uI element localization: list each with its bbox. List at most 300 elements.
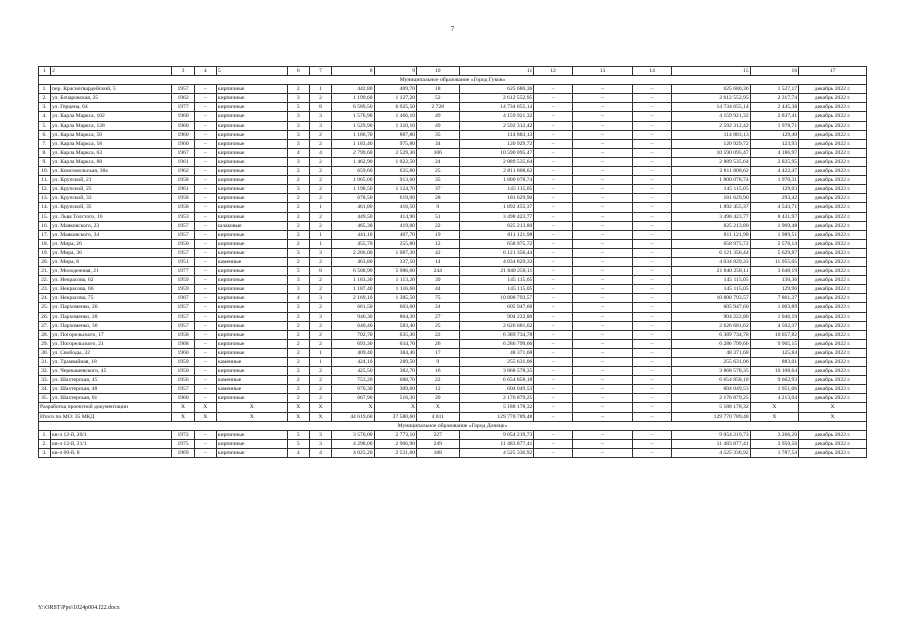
table-cell: 2 889 535,64 — [671, 157, 750, 166]
table-cell: 2 — [287, 167, 309, 176]
table-cell: 3 — [287, 112, 309, 121]
table-cell: 5 986,60 — [374, 267, 416, 276]
table-cell: 4 298,00 — [332, 439, 374, 448]
table-cell: 255 631,06 — [459, 358, 534, 367]
table-cell: – — [534, 403, 572, 412]
table-cell: – — [572, 121, 633, 130]
table-cell: 2 — [309, 212, 331, 221]
table-cell: кирпичные — [216, 294, 287, 303]
page-number: 7 — [450, 25, 455, 33]
table-cell: ул. Некрасова, 66 — [51, 285, 172, 294]
table-cell: кирпичные — [216, 139, 287, 148]
table-cell: 825 213,80 — [671, 221, 750, 230]
table-cell: – — [194, 167, 216, 176]
table-cell: – — [633, 221, 671, 230]
table-cell: 2 — [287, 239, 309, 248]
table-cell: 6 654 858,18 — [671, 376, 750, 385]
table-cell: 3 — [287, 130, 309, 139]
table-cell: 2 — [287, 376, 309, 385]
table-cell: 44 — [417, 285, 459, 294]
table-cell: 35 — [417, 176, 459, 185]
table-cell: кв-л 60-й, 8 — [51, 448, 172, 457]
section-row — [39, 76, 867, 85]
table-cell: 2. — [39, 439, 51, 448]
table-cell: 108 — [417, 448, 459, 457]
table-cell: 11 483 877,41 — [671, 439, 750, 448]
table-cell: ул. Крупской, 35 — [51, 203, 172, 212]
table-row — [39, 348, 867, 357]
table-cell: 1960 — [172, 139, 194, 148]
table-cell: 337,50 — [374, 257, 416, 266]
table-cell: – — [572, 267, 633, 276]
table-cell: 227 — [417, 430, 459, 439]
table-cell: 114 883,13 — [671, 130, 750, 139]
table-cell: 16. — [39, 221, 51, 230]
table-cell: 12. — [39, 185, 51, 194]
table-cell: 583,40 — [374, 321, 416, 330]
table-row — [39, 185, 867, 194]
table-cell: 1 186,70 — [332, 130, 374, 139]
table-cell: декабрь 2022 г. — [799, 303, 867, 312]
table-cell: 9 905,15 — [750, 339, 799, 348]
table-cell: – — [534, 376, 572, 385]
table-cell: 2 592 312,42 — [459, 121, 534, 130]
table-row — [39, 176, 867, 185]
table-cell: 145 115,05 — [459, 185, 534, 194]
table-cell: ул. Комсомольская, 38а — [51, 167, 172, 176]
table-cell: – — [534, 312, 572, 321]
table-cell: 49 — [417, 112, 459, 121]
table-cell: ул. Крупской, 33 — [51, 194, 172, 203]
table-row — [39, 312, 867, 321]
section-title: Муниципальное образование «Город Гуков» — [39, 76, 867, 85]
table-cell: 3 — [287, 94, 309, 103]
table-cell: декабрь 2022 г. — [799, 367, 867, 376]
table-cell: – — [572, 112, 633, 121]
table-cell: – — [194, 439, 216, 448]
table-cell: 619,00 — [374, 194, 416, 203]
table-cell: 6. — [39, 130, 51, 139]
table-cell: 1960 — [172, 112, 194, 121]
table-cell: ул. Льва Толстого, 16 — [51, 212, 172, 221]
table-cell: 1 — [309, 348, 331, 357]
table-cell: 1 183,40 — [332, 139, 374, 148]
table-cell: 1960 — [172, 130, 194, 139]
table-cell: – — [633, 430, 671, 439]
table-cell: 2 — [309, 376, 331, 385]
table-cell: 13 — [572, 67, 633, 76]
table-cell: 21 840 258,11 — [671, 267, 750, 276]
table-cell: – — [572, 394, 633, 403]
table-cell: кирпичные — [216, 303, 287, 312]
table-cell: 4 525 336,92 — [671, 448, 750, 457]
table-cell: X — [172, 412, 194, 421]
table-cell: ул. Маяковского, 23 — [51, 221, 172, 230]
table-cell: 2 — [287, 212, 309, 221]
table-body — [39, 67, 867, 458]
table-cell: 181 629,90 — [671, 194, 750, 203]
table-cell: 1 127,20 — [374, 94, 416, 103]
table-row — [39, 376, 867, 385]
table-cell: 44 619,60 — [332, 412, 374, 421]
table-cell: 2 — [51, 67, 172, 76]
table-cell: 1958 — [172, 203, 194, 212]
table-cell: кирпичные — [216, 348, 287, 357]
table-cell: 4 — [309, 148, 331, 157]
table-cell: – — [633, 321, 671, 330]
table-cell: 21 840 258,11 — [459, 267, 534, 276]
table-cell: кирпичные — [216, 176, 287, 185]
table-cell: 16 — [750, 67, 799, 76]
table-cell: декабрь 2022 г. — [799, 112, 867, 121]
table-cell: 3 868 578,35 — [459, 367, 534, 376]
table-cell: X — [799, 403, 867, 412]
table-cell: 9 — [417, 358, 459, 367]
table-cell: 10 590 095,47 — [459, 148, 534, 157]
table-cell: 2 799,60 — [332, 148, 374, 157]
table-cell: кирпичные — [216, 321, 287, 330]
table-cell: 2 317,74 — [750, 94, 799, 103]
table-cell: X — [287, 412, 309, 421]
table-cell: 1 800 078,74 — [459, 176, 534, 185]
table-cell: 9. — [39, 157, 51, 166]
table-cell: декабрь 2022 г. — [799, 94, 867, 103]
table-row — [39, 248, 867, 257]
table-cell: – — [194, 339, 216, 348]
table-row — [39, 230, 867, 239]
table-cell: 145 115,05 — [671, 185, 750, 194]
table-cell: – — [572, 212, 633, 221]
table-cell: 4 502,37 — [750, 321, 799, 330]
table-cell: 1957 — [172, 385, 194, 394]
table-cell: 1959 — [172, 285, 194, 294]
table-cell: декабрь 2022 г. — [799, 321, 867, 330]
table-cell: 753,20 — [332, 376, 374, 385]
table-cell: – — [534, 257, 572, 266]
table-cell: 425,50 — [332, 367, 374, 376]
table-cell: 10 808 793,57 — [671, 294, 750, 303]
table-cell: – — [534, 394, 572, 403]
table-cell: 3. — [39, 103, 51, 112]
table-cell: – — [572, 376, 633, 385]
table-cell: 5 — [287, 439, 309, 448]
table-cell: декабрь 2022 г. — [799, 376, 867, 385]
table-cell: 2 — [309, 157, 331, 166]
table-cell: 1957 — [172, 312, 194, 321]
table-cell: – — [534, 157, 572, 166]
table-cell: – — [194, 112, 216, 121]
table-cell: 8 431,97 — [750, 212, 799, 221]
table-cell: ул. Погорельского, 17 — [51, 330, 172, 339]
table-cell: X — [216, 412, 287, 421]
table-cell: – — [534, 448, 572, 457]
table-cell: 2 — [287, 303, 309, 312]
table-cell: – — [194, 157, 216, 166]
data-table-container — [38, 66, 867, 458]
table-cell: X — [287, 403, 309, 412]
table-cell: 658 975,72 — [671, 239, 750, 248]
table-cell: 2 — [309, 194, 331, 203]
table-cell: – — [194, 121, 216, 130]
table-cell: – — [572, 94, 633, 103]
table-cell: кирпичные — [216, 148, 287, 157]
table-cell: 463,80 — [332, 257, 374, 266]
table-cell: – — [194, 221, 216, 230]
table-cell: – — [194, 194, 216, 203]
table-row — [39, 157, 867, 166]
table-cell: 6 025,50 — [374, 103, 416, 112]
table-cell: декабрь 2022 г. — [799, 257, 867, 266]
table-cell: 1972 — [172, 430, 194, 439]
table-cell: 14 — [633, 67, 671, 76]
table-cell: 1957 — [172, 221, 194, 230]
table-cell: 3 — [309, 439, 331, 448]
table-cell: – — [534, 203, 572, 212]
table-row — [39, 303, 867, 312]
table-cell: 1 113,20 — [374, 276, 416, 285]
table-cell: 904 222,80 — [671, 312, 750, 321]
table-cell: 1957 — [172, 303, 194, 312]
table-cell: 1961 — [172, 157, 194, 166]
table-cell: 26 — [417, 339, 459, 348]
table-cell: 145 115,05 — [671, 276, 750, 285]
table-cell: кирпичные — [216, 94, 287, 103]
table-cell: 635,30 — [374, 330, 416, 339]
table-cell: – — [194, 312, 216, 321]
table-cell: 15. — [39, 212, 51, 221]
table-cell: 10 808 793,57 — [459, 294, 534, 303]
table-cell: – — [572, 439, 633, 448]
table-cell: 130,36 — [750, 276, 799, 285]
table-row — [39, 139, 867, 148]
table-row — [39, 221, 867, 230]
table-cell: 1 022,50 — [374, 157, 416, 166]
table-cell: кв-л 12-й, 20/1 — [51, 430, 172, 439]
table-cell: 48 371,68 — [671, 348, 750, 357]
table-cell: декабрь 2022 г. — [799, 339, 867, 348]
table-cell: 181 629,90 — [459, 194, 534, 203]
table-cell: – — [633, 112, 671, 121]
table-cell: 659,60 — [332, 167, 374, 176]
table-cell: – — [572, 276, 633, 285]
table-cell: – — [572, 448, 633, 457]
table-cell: 114 883,13 — [459, 130, 534, 139]
table-cell: – — [633, 248, 671, 257]
table-cell: 5 188 178,32 — [671, 403, 750, 412]
table-cell: – — [572, 230, 633, 239]
table-cell: – — [633, 148, 671, 157]
table-cell: – — [633, 257, 671, 266]
table-cell: 1957 — [172, 85, 194, 94]
table-cell: 2 — [309, 367, 331, 376]
table-cell: 13. — [39, 194, 51, 203]
table-cell: ул. Герцена, 64 — [51, 103, 172, 112]
table-cell: 1960 — [172, 121, 194, 130]
table-row — [39, 385, 867, 394]
table-cell: 1950 — [172, 239, 194, 248]
table-cell: 1 — [309, 203, 331, 212]
table-cell: 42 — [417, 248, 459, 257]
table-cell: – — [534, 276, 572, 285]
table-cell: 4 011 — [417, 412, 459, 421]
table-cell: – — [194, 303, 216, 312]
table-cell: декабрь 2022 г. — [799, 394, 867, 403]
table-cell: 145 115,05 — [459, 276, 534, 285]
table-cell: 25 — [417, 321, 459, 330]
table-cell: 2 — [309, 321, 331, 330]
table-cell: – — [572, 321, 633, 330]
table-cell: кирпичные — [216, 203, 287, 212]
table-cell: X — [799, 412, 867, 421]
table-cell: ул. Чернышевского, 45 — [51, 367, 172, 376]
table-cell: 4 025,20 — [332, 448, 374, 457]
table-row — [39, 85, 867, 94]
table-cell: – — [633, 103, 671, 112]
table-cell: – — [194, 430, 216, 439]
table-cell: 12 — [417, 385, 459, 394]
table-cell: декабрь 2022 г. — [799, 267, 867, 276]
table-cell: – — [633, 185, 671, 194]
table-cell: декабрь 2022 г. — [799, 239, 867, 248]
table-cell: 1 124,70 — [374, 185, 416, 194]
table-cell: 1 046,19 — [750, 312, 799, 321]
table-cell: 825 213,80 — [459, 221, 534, 230]
table-cell: 1. — [39, 430, 51, 439]
table-cell: 6 — [287, 67, 309, 76]
table-row — [39, 239, 867, 248]
table-cell: 1 310,10 — [374, 121, 416, 130]
table-cell: 27 — [417, 312, 459, 321]
table-cell: ул. Карла Маркса, 58 — [51, 139, 172, 148]
table-cell: – — [633, 312, 671, 321]
table-cell: 6 121 356,44 — [671, 248, 750, 257]
table-cell: ул. Крупской, 25 — [51, 185, 172, 194]
table-cell: 4. — [39, 112, 51, 121]
table-cell: 1 978,71 — [750, 121, 799, 130]
table-cell: декабрь 2022 г. — [799, 203, 867, 212]
table-cell: 2 — [309, 257, 331, 266]
table-cell: 883,01 — [750, 358, 799, 367]
table-cell: 2 612 552,95 — [671, 94, 750, 103]
table-cell: – — [194, 85, 216, 94]
table-cell: 2 837,41 — [750, 112, 799, 121]
table-cell: 605 947,60 — [459, 303, 534, 312]
table-cell: 7 801,37 — [750, 294, 799, 303]
table-cell: – — [534, 112, 572, 121]
table-cell: кирпичные — [216, 212, 287, 221]
table-cell: 12 — [534, 67, 572, 76]
table-cell: 120 929,72 — [671, 139, 750, 148]
table-cell: ул. Шахтерская, 45 — [51, 376, 172, 385]
table-cell: – — [534, 339, 572, 348]
table-cell: – — [194, 294, 216, 303]
table-cell: 19 — [417, 230, 459, 239]
table-cell: 19. — [39, 248, 51, 257]
table-cell: 244 — [417, 267, 459, 276]
table-cell: ул. Карла Маркса, 128 — [51, 121, 172, 130]
table-cell: – — [534, 85, 572, 94]
table-cell: 10. — [39, 167, 51, 176]
table-cell: X — [172, 403, 194, 412]
table-cell: декабрь 2022 г. — [799, 157, 867, 166]
table-cell: 75 — [417, 294, 459, 303]
table-cell: 22 — [417, 330, 459, 339]
table-cell: – — [194, 348, 216, 357]
table-cell: – — [633, 285, 671, 294]
table-cell: ул. Крупской, 21 — [51, 176, 172, 185]
table-row — [39, 285, 867, 294]
table-cell: 7 — [309, 67, 331, 76]
table-cell: 289,50 — [374, 358, 416, 367]
table-cell: 255 631,06 — [671, 358, 750, 367]
table-cell: 1 183,30 — [332, 276, 374, 285]
table-cell: – — [194, 103, 216, 112]
table-cell: декабрь 2022 г. — [799, 194, 867, 203]
table-row — [39, 257, 867, 266]
table-cell: декабрь 2022 г. — [799, 248, 867, 257]
table-cell: 2 529,30 — [374, 148, 416, 157]
table-cell: – — [633, 385, 671, 394]
table-cell: 3 — [309, 312, 331, 321]
table-cell: 129 770 789,48 — [671, 412, 750, 421]
table-cell: X — [216, 403, 287, 412]
table-cell: 1 970,31 — [750, 176, 799, 185]
table-cell: – — [194, 148, 216, 157]
table-row — [39, 448, 867, 457]
table-cell: 2 — [309, 221, 331, 230]
table-cell: 2 — [287, 85, 309, 94]
table-cell: 25 — [417, 167, 459, 176]
table-cell: X — [332, 403, 374, 412]
table-cell: 309,60 — [374, 385, 416, 394]
table-cell: – — [194, 212, 216, 221]
table-cell: ул. Шахтерская, 61 — [51, 394, 172, 403]
table-cell: 39 — [417, 276, 459, 285]
table-cell: 2 — [309, 394, 331, 403]
table-cell: 2 — [287, 339, 309, 348]
table-cell: кирпичные — [216, 276, 287, 285]
table-cell: ул. Карла Маркса, 56 — [51, 130, 172, 139]
table-cell: 7. — [39, 139, 51, 148]
table-cell: 1967 — [172, 148, 194, 157]
table-cell: 293,42 — [750, 194, 799, 203]
table-cell: – — [534, 194, 572, 203]
table-cell: 2 — [309, 185, 331, 194]
table-cell: – — [534, 212, 572, 221]
table-cell: 407,70 — [374, 230, 416, 239]
table-cell: – — [534, 267, 572, 276]
table-cell: – — [572, 385, 633, 394]
table-cell: 384,40 — [374, 348, 416, 357]
table-cell: – — [633, 403, 671, 412]
table-cell: декабрь 2022 г. — [799, 348, 867, 357]
table-row — [39, 112, 867, 121]
table-cell: 6 589,50 — [332, 103, 374, 112]
table-cell: 441,10 — [332, 230, 374, 239]
table-cell: – — [572, 130, 633, 139]
table-cell: ул. Трамвайная, 18 — [51, 358, 172, 367]
table-cell: 1 787,54 — [750, 448, 799, 457]
table-cell: 2 — [309, 94, 331, 103]
table-cell: 14 734 655,14 — [459, 103, 534, 112]
table-cell: 4 159 921,32 — [459, 112, 534, 121]
table-cell: 129,96 — [750, 285, 799, 294]
table-cell: – — [572, 358, 633, 367]
table-cell: 416,50 — [374, 203, 416, 212]
table-cell: 2 — [287, 221, 309, 230]
table-cell: пер. Красногвардейский, 5 — [51, 85, 172, 94]
table-cell: 2 — [309, 139, 331, 148]
